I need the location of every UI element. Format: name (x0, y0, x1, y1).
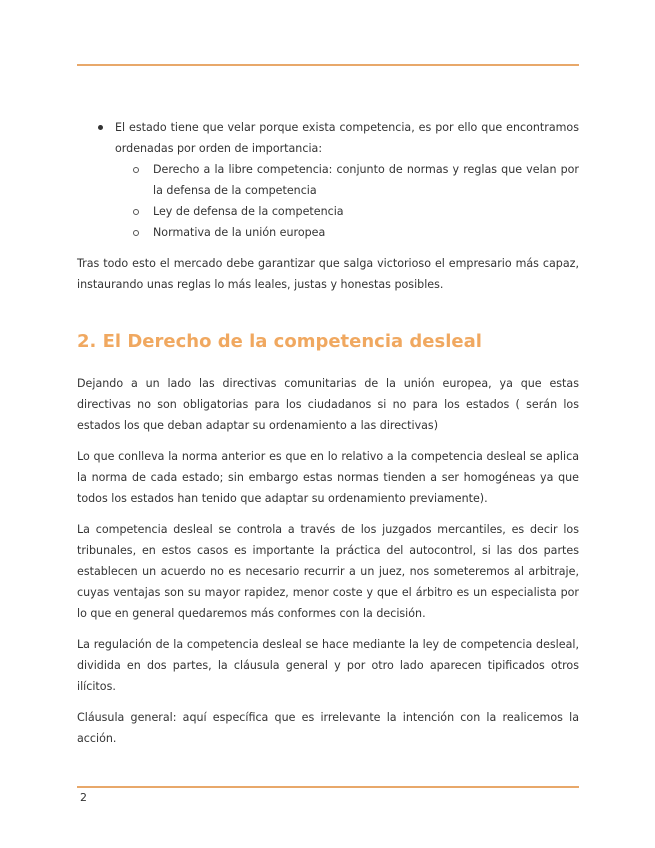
sub-list-item (115, 159, 579, 201)
list-item-text: El estado tiene que velar porque exista competencia, es por ello que encontramos ordenadas por orden de importancia: (115, 121, 579, 155)
header-rule (77, 64, 579, 66)
section-paragraph: Lo que conlleva la norma anterior es que en lo relativo a la competencia desleal se aplica la norma de cada estado; sin embargo estas normas tienden a ser homogéneas ya que todos los estados han tenido que adaptar su ordenamiento previamente). (77, 450, 579, 505)
bullet-circle-icon (133, 209, 139, 215)
bullet-disc-icon (98, 125, 103, 130)
sub-list-item (115, 201, 579, 222)
bullet-list (77, 117, 579, 243)
section-heading: 2. El Derecho de la competencia desleal (77, 331, 482, 352)
sub-list-item-text: Ley de defensa de la competencia (153, 205, 344, 218)
sub-list-item-text: Normativa de la unión europea (153, 226, 326, 239)
section-paragraph: Dejando a un lado las directivas comunitarias de la unión europea, ya que estas directivas no son obligatorias para los ciudadanos si no para los estados ( serán los estados los que deban adaptar su ordenamiento a las directivas) (77, 377, 579, 432)
bullet-circle-icon (133, 230, 139, 236)
page-number: 2 (80, 791, 87, 804)
intro-paragraph: Tras todo esto el mercado debe garantizar que salga victorioso el empresario más capaz, instaurando unas reglas lo más leales, justas y honestas posibles. (77, 257, 579, 291)
sub-list (115, 159, 579, 243)
sub-list-item (115, 222, 579, 243)
section-paragraph: La competencia desleal se controla a través de los juzgados mercantiles, es decir los tribunales, en estos casos es importante la práctica del autocontrol, si las dos partes establecen un acuerdo no es necesario recurrir a un juez, nos someteremos al arbitraje, cuyas ventajas son su mayor rapidez, menor coste y que el árbitro es un especialista por lo que en general quedaremos más conformes con la decisión. (77, 523, 579, 620)
footer-rule (77, 786, 579, 788)
section-paragraph: La regulación de la competencia desleal se hace mediante la ley de competencia desleal, dividida en dos partes, la cláusula general y por otro lado aparecen tipificados otros ilícitos. (77, 638, 579, 693)
list-item (77, 117, 579, 243)
page-body (77, 117, 579, 759)
bullet-circle-icon (133, 167, 139, 173)
sub-list-item-text: Derecho a la libre competencia: conjunto de normas y reglas que velan por la defensa de la competencia (153, 163, 579, 197)
section-paragraph: Cláusula general: aquí específica que es irrelevante la intención con la realicemos la acción. (77, 711, 579, 745)
